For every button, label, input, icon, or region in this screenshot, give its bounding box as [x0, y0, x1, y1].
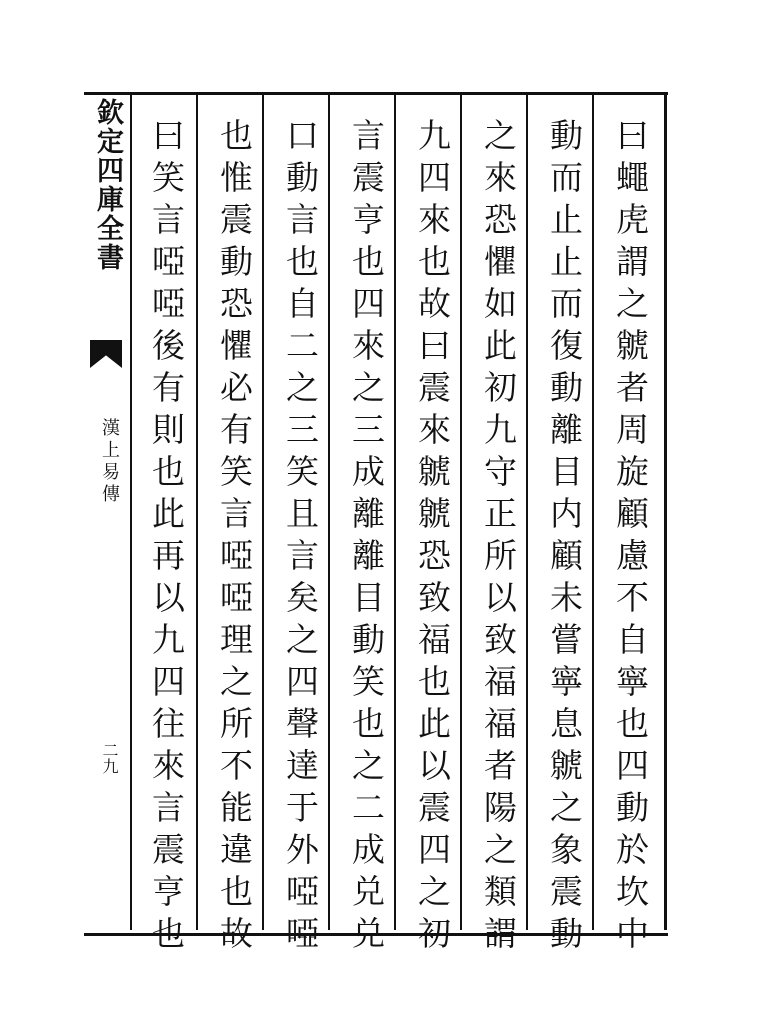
- text-column-3: 之來恐懼如此初九守正所以致福福者陽之類謂: [479, 118, 518, 958]
- text-column-2: 動而止止而復動離目内顧未嘗寧息虩之象震動: [545, 118, 584, 958]
- text-column-6: 口動言也自二之三笑且言矣之四聲達于外啞啞: [281, 118, 320, 958]
- text-column-7: 也惟震動恐懼必有笑言啞啞理之所不能違也故: [215, 118, 254, 958]
- page-number: 二九: [100, 742, 119, 774]
- column-divider: [196, 95, 198, 930]
- text-column-4: 九四來也故曰震來虩虩恐致福也此以震四之初: [413, 118, 452, 958]
- text-column-8: 曰笑言啞啞後有則也此再以九四往來言震亨也: [147, 118, 186, 958]
- book-title: 欽定四庫全書: [92, 98, 123, 272]
- chapter-title: 漢上易傳: [99, 418, 120, 506]
- text-column-1: 曰蠅虎謂之虩者周旋顧慮不自寧也四動於坎中: [611, 118, 650, 958]
- text-column-5: 言震亨也四來之三成離離目動笑也之二成兑兑: [347, 118, 386, 958]
- frame-right-border: [664, 92, 667, 930]
